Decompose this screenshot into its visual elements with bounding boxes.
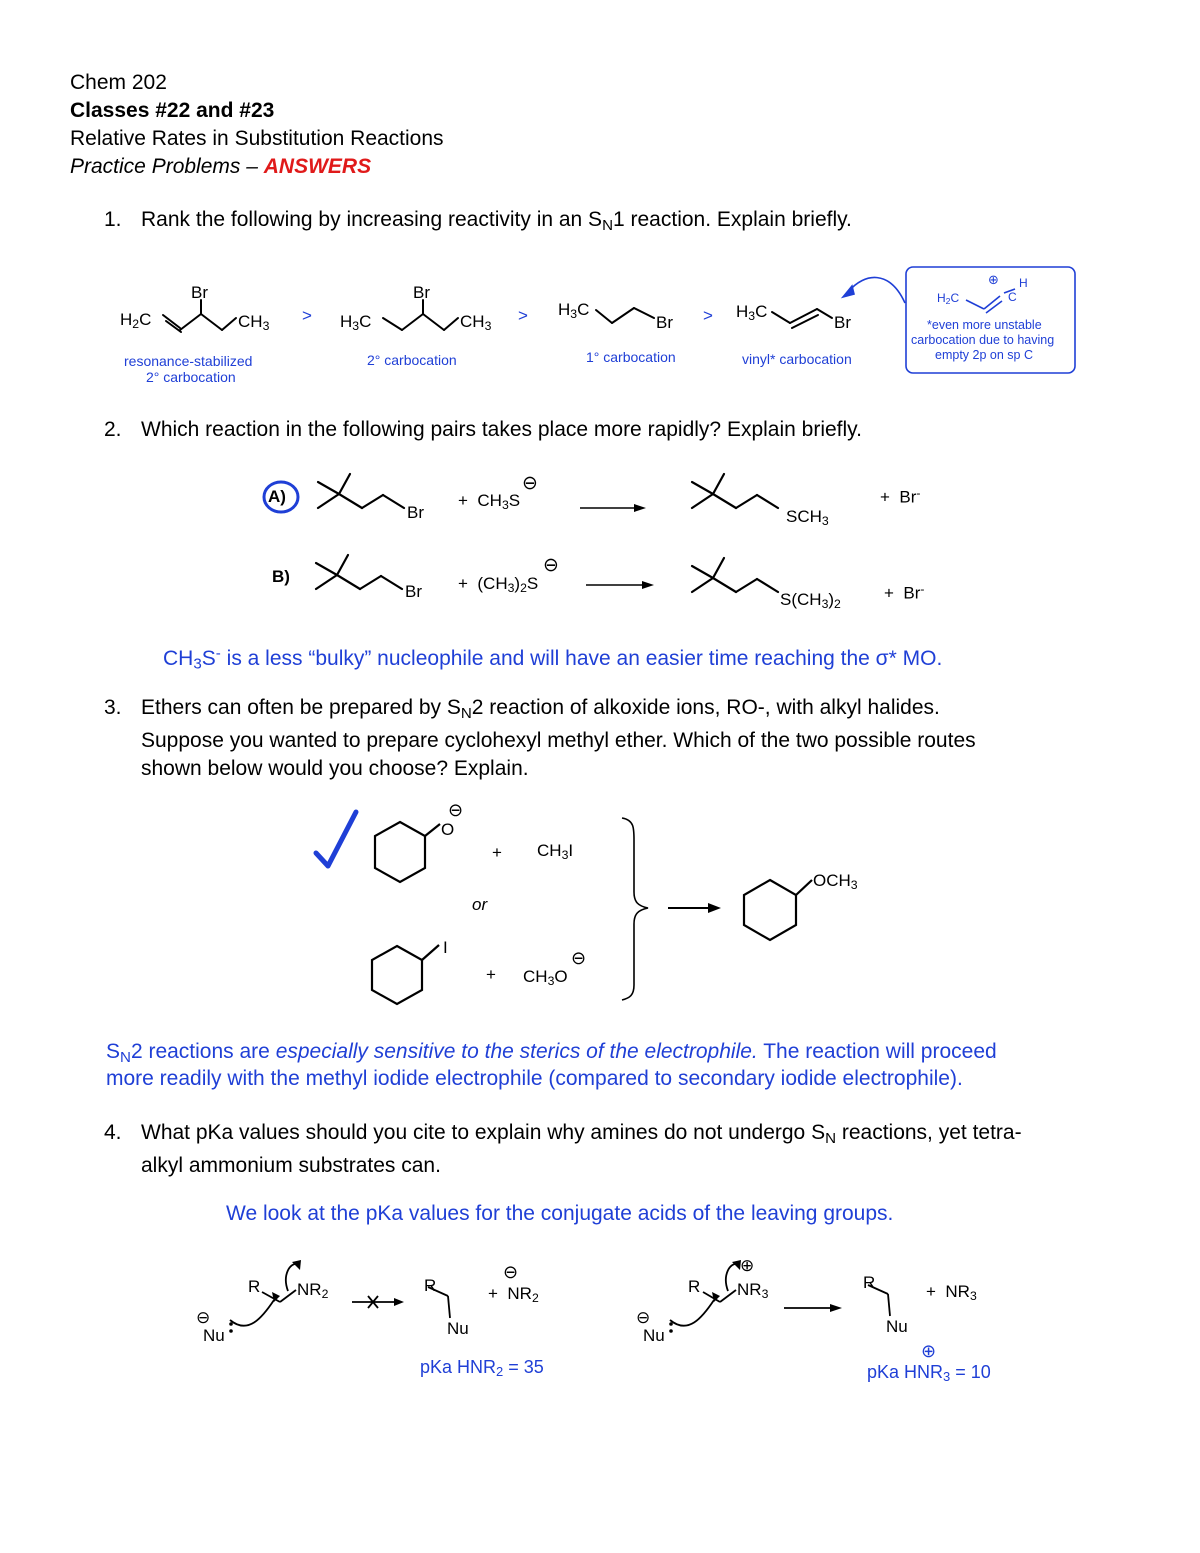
- q3-plus-2: +: [486, 965, 496, 984]
- q2a-product-sch3: $SCH_3$: [786, 507, 829, 529]
- q2b-minus-icon: ⊖: [543, 555, 559, 576]
- note-line-1: *even more unstable: [927, 318, 1042, 332]
- question-4-number: 4.: [104, 1121, 122, 1144]
- plus-sign: +: [458, 491, 468, 510]
- question-2-text: Which reaction in the following pairs takes place more rapidly? Explain briefly.: [141, 418, 862, 441]
- pka-part: pKa HNR: [867, 1362, 944, 1382]
- atom-ch: CH: [238, 312, 263, 331]
- note-line-3: empty 2p on sp C: [935, 348, 1033, 362]
- q4l-nr2: [297, 1280, 328, 1301]
- atom-h: H: [120, 310, 133, 329]
- question-3-sub: N: [460, 704, 472, 722]
- pka-sub: 3: [943, 1369, 951, 1385]
- q3-methoxide-minus-icon: ⊖: [571, 948, 587, 968]
- q3-methoxide: $CH_3O$: [523, 967, 568, 989]
- atom-sub: 3: [484, 319, 492, 334]
- q2b-nucleophile: + $(CH_3)_2S$: [458, 574, 539, 596]
- q2a-br-leaving: + Br-: [880, 486, 921, 507]
- q4r-leaving: [926, 1282, 977, 1303]
- atom-ch: CH: [483, 574, 508, 593]
- q3-alkoxide-o: O: [441, 820, 455, 839]
- question-3-line-2: Suppose you wanted to prepare cyclohexyl methyl ether. Which of the two possible routes: [141, 729, 976, 753]
- answer-sub: N: [120, 1048, 131, 1066]
- atom-nr: NR: [737, 1280, 762, 1299]
- atom-sub: 3: [850, 878, 858, 893]
- q4r-nu-minus-icon: ⊖: [636, 1308, 651, 1327]
- atom-nr: NR: [945, 1282, 970, 1301]
- answer-sub: 3: [193, 655, 202, 673]
- q4l-r: R: [248, 1277, 261, 1296]
- question-4-line-1: What pKa values should you cite to explain why amines do not undergo S: [141, 1121, 826, 1144]
- atom-h: H: [340, 312, 353, 331]
- plus-sign: +: [488, 1284, 498, 1303]
- q2b-product: $S(CH_3)_2$: [780, 590, 841, 612]
- note-h2c: [937, 291, 959, 306]
- classes-title: Classes #22 and #23: [70, 99, 275, 122]
- atom-h: H: [736, 302, 749, 321]
- question-3-line-1-end: 2 reaction of alkoxide ions, RO-, with alkyl halides.: [471, 696, 940, 719]
- q4-answer: We look at the pKa values for the conjugate acids of the leaving groups.: [226, 1202, 894, 1225]
- q1-m2-h3c: [340, 312, 371, 333]
- atom-sub: 3: [547, 974, 555, 989]
- option-a-label: A): [268, 487, 286, 506]
- atom-c: C: [950, 291, 960, 305]
- question-4-line-1-end: reactions, yet tetra-: [836, 1121, 1022, 1144]
- atom-nr: NR: [297, 1280, 322, 1299]
- q1-m2-br: Br: [413, 283, 430, 302]
- atom-sub: 3: [561, 848, 569, 863]
- atom-ch: CH: [537, 841, 562, 860]
- pka-part: = 35: [503, 1357, 544, 1377]
- question-2: [104, 416, 1144, 444]
- atom-ch: CH: [826, 871, 851, 890]
- q1-m4-h3c: [736, 302, 767, 323]
- q1-m1-ch3: [238, 312, 269, 333]
- atom-sub: 3: [821, 514, 829, 529]
- q4l-nu: Nu: [203, 1326, 225, 1345]
- atom-sub: 3: [507, 581, 515, 596]
- atom-sub: 3: [262, 319, 270, 334]
- question-4-line-2: alkyl ammonium substrates can.: [141, 1154, 441, 1178]
- atom-sub: 3: [748, 309, 756, 324]
- question-1-number: 1.: [104, 208, 122, 231]
- question-1-text: Rank the following by increasing reactivity in an S: [141, 208, 603, 231]
- q4l-nu-minus-icon: ⊖: [196, 1308, 211, 1327]
- q3-or: or: [472, 895, 488, 914]
- q2a-nucleophile: + $CH_3S$: [458, 491, 521, 513]
- atom-sub: 3: [570, 307, 578, 322]
- note-line-2: carbocation due to having: [911, 333, 1055, 347]
- q1-m2-ch3: [460, 312, 491, 333]
- atom-h: H: [937, 291, 946, 305]
- answer-part: S: [106, 1040, 121, 1063]
- answer-part: The reaction will proceed: [757, 1040, 997, 1063]
- atom-sub: 2: [834, 597, 841, 612]
- plus-sign: +: [926, 1282, 936, 1301]
- answer-part: CH: [163, 646, 194, 670]
- q4r-r: R: [688, 1277, 701, 1296]
- atom-sub: 2: [520, 581, 527, 596]
- question-3-line-1: Ethers can often be prepared by S: [141, 696, 461, 719]
- atom-c: C: [139, 310, 152, 329]
- atom-sub: 2: [531, 1291, 539, 1306]
- q4r-nr3: [737, 1280, 768, 1301]
- question-2-number: 2.: [104, 418, 122, 441]
- question-1-sub: N: [602, 216, 613, 234]
- q4l-product-r: R: [424, 1276, 437, 1295]
- plus-sign: +: [884, 583, 894, 603]
- q1-m3-h3c: [558, 300, 589, 321]
- atom-sub: 3: [501, 498, 509, 513]
- question-4-sub: N: [825, 1129, 837, 1147]
- atom-br: Br: [899, 487, 917, 507]
- q1-m1-h2c: [120, 310, 151, 331]
- pka-sub: 2: [496, 1364, 504, 1380]
- q4l-leaving-minus-icon: ⊖: [503, 1262, 519, 1282]
- atom-sub: 3: [761, 1287, 769, 1302]
- q2b-br: Br: [405, 582, 422, 601]
- answer-emphasis: especially sensitive to the sterics of the electrophile.: [275, 1040, 758, 1063]
- question-1-text-end: 1 reaction. Explain briefly.: [613, 208, 852, 231]
- note-h: H: [1019, 276, 1028, 290]
- question-3-number: 3.: [104, 696, 122, 719]
- q1-gt-1: >: [302, 306, 312, 325]
- atom-sub: 3: [821, 597, 829, 612]
- atom-ch: CH: [797, 590, 822, 609]
- question-3-line-3: shown below would you choose? Explain.: [141, 756, 529, 780]
- atom-c: C: [359, 312, 372, 331]
- q1-label-4: vinyl* carbocation: [742, 351, 852, 367]
- atom-br: Br: [903, 583, 921, 603]
- answer-sup: -: [215, 645, 221, 662]
- answers-label: ANSWERS: [263, 155, 372, 178]
- question-3: [104, 694, 1144, 782]
- q3-answer-line-2: more readily with the methyl iodide electrophile (compared to secondary iodide electrophile).: [106, 1067, 963, 1090]
- topic-title: Relative Rates in Substitution Reactions: [70, 127, 444, 150]
- plus-sign: +: [880, 487, 890, 507]
- course-title: Chem 202: [70, 71, 167, 94]
- q2b-br-leaving: + Br-: [884, 582, 925, 603]
- answer-part: is a less “bulky” nucleophile and will have an easier time reaching the σ* MO.: [220, 646, 943, 670]
- q4-pka-2: [867, 1362, 991, 1384]
- q1-gt-2: >: [518, 306, 528, 325]
- q1-label-1b: 2° carbocation: [146, 369, 236, 385]
- plus-sign: +: [458, 574, 468, 593]
- q4r-nu: Nu: [643, 1326, 665, 1345]
- q1-gt-3: >: [703, 306, 713, 325]
- q4-pka-1: [420, 1357, 544, 1379]
- q2a-br: Br: [407, 503, 424, 522]
- q3-plus-1: +: [492, 843, 502, 862]
- q1-m1-br: Br: [191, 283, 208, 302]
- q2a-minus-icon: ⊖: [522, 473, 538, 494]
- atom-sub: 3: [352, 319, 360, 334]
- atom-ch: CH: [477, 491, 502, 510]
- pka-part: = 10: [950, 1362, 991, 1382]
- note-oplus-icon: ⊕: [988, 272, 999, 287]
- atom-sub: 2: [132, 317, 140, 332]
- answer-part: 2 reactions are: [130, 1040, 276, 1063]
- atom-sub: 2: [321, 1287, 329, 1302]
- q1-label-3: 1° carbocation: [586, 349, 676, 365]
- q1-label-1a: resonance-stabilized: [124, 353, 253, 369]
- atom-c: C: [577, 300, 590, 319]
- answer-part: S: [201, 646, 216, 670]
- note-c: C: [1008, 290, 1017, 304]
- pka-part: pKa HNR: [420, 1357, 497, 1377]
- q4-pka-2-oplus-icon: ⊕: [921, 1341, 937, 1361]
- option-b-label: B): [272, 567, 290, 586]
- q4r-oplus-icon: ⊕: [740, 1256, 755, 1275]
- q2-answer: [163, 640, 942, 678]
- atom-ch: CH: [460, 312, 485, 331]
- atom-h: H: [558, 300, 571, 319]
- practice-prefix: Practice Problems –: [70, 155, 264, 178]
- atom-sub: 3: [969, 1289, 977, 1304]
- q4l-leaving: [488, 1284, 539, 1305]
- q1-m3-br: Br: [656, 313, 673, 332]
- q3-product-och3: $OCH_3$: [813, 871, 858, 893]
- q3-iodide-i: I: [443, 938, 448, 957]
- atom-ch: CH: [523, 967, 548, 986]
- q1-label-2: 2° carbocation: [367, 352, 457, 368]
- q1-m4-br: Br: [834, 313, 851, 332]
- q4r-product-nu: Nu: [886, 1317, 908, 1336]
- atom-sub: 2: [945, 296, 951, 307]
- atom-nr: NR: [507, 1284, 532, 1303]
- q4r-product-r: R: [863, 1273, 876, 1292]
- atom-ch: CH: [797, 507, 822, 526]
- question-4: [104, 1119, 1144, 1180]
- atom-c: C: [755, 302, 768, 321]
- q4l-product-nu: Nu: [447, 1319, 469, 1338]
- q3-alkoxide-minus-icon: ⊖: [448, 800, 464, 820]
- q3-methyl-iodide: $CH_3I$: [537, 841, 574, 863]
